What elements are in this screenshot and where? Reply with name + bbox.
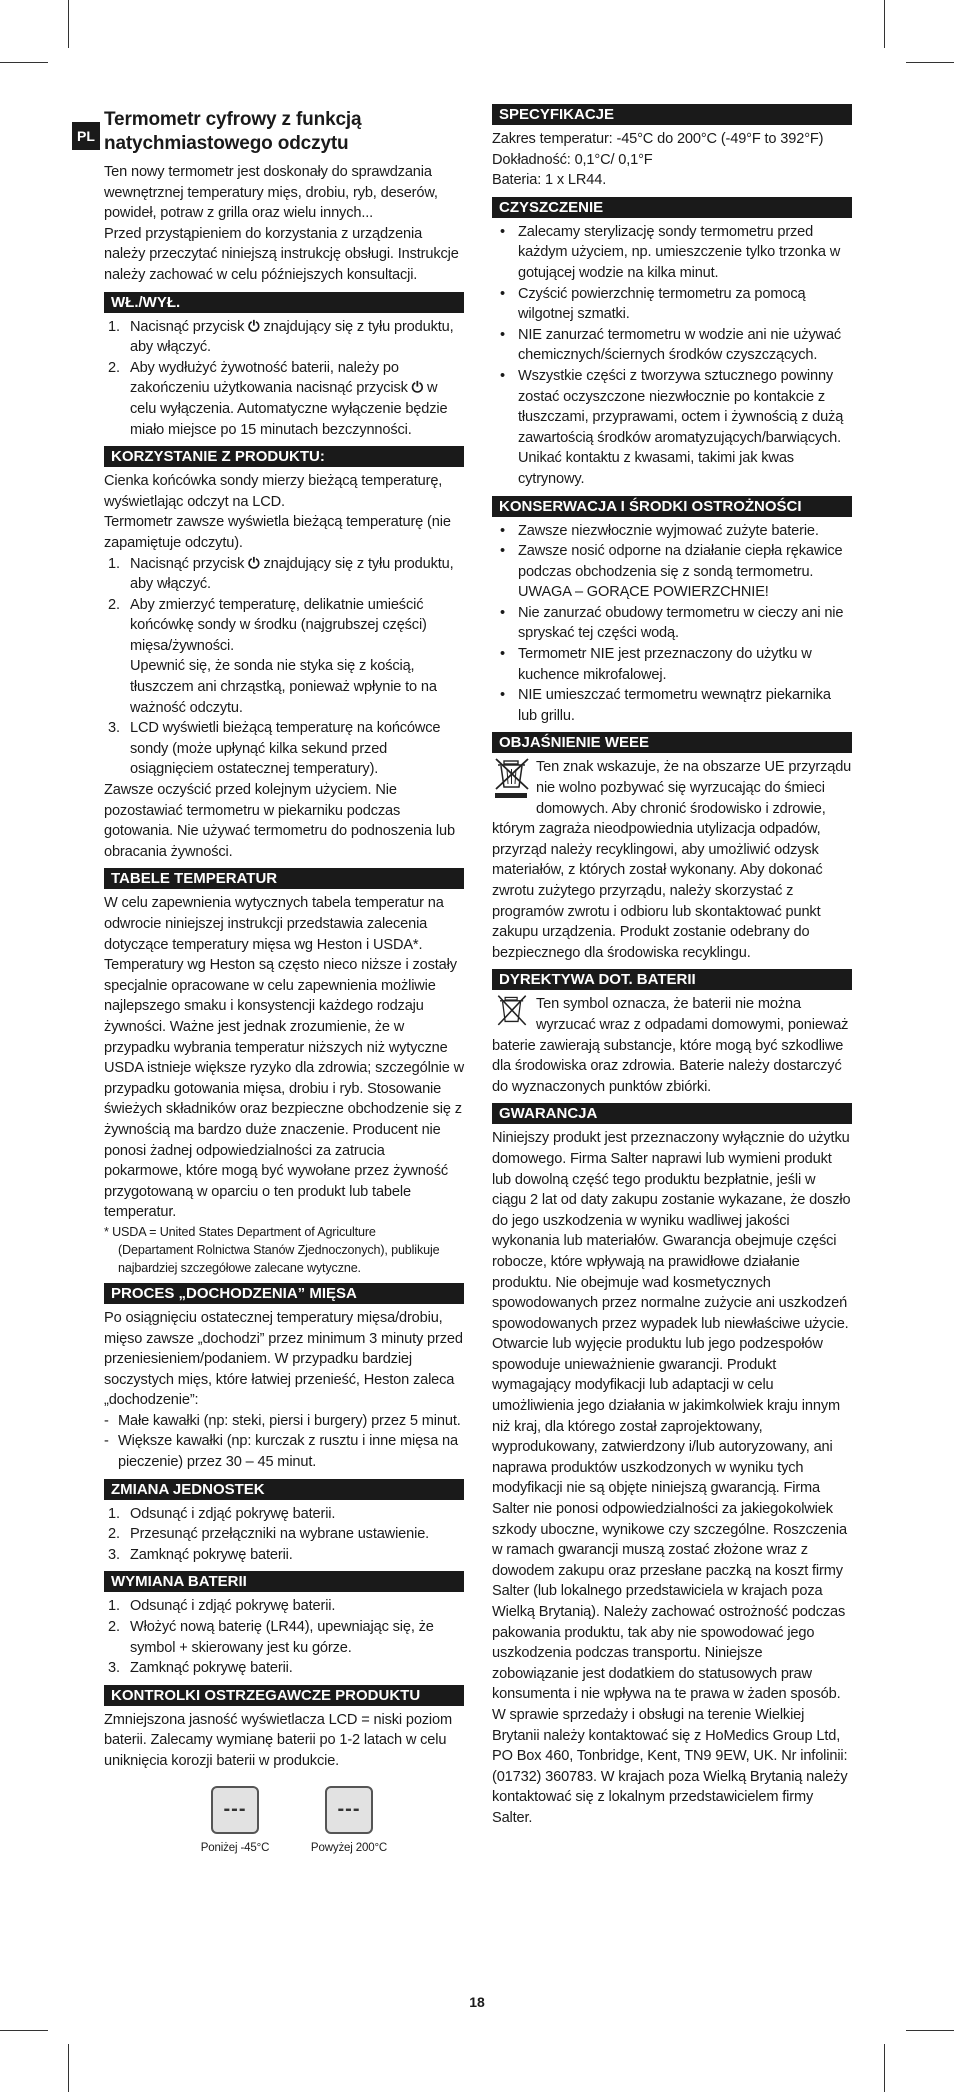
section-header-rest: PROCES „DOCHODZENIA” MIĘSA — [104, 1283, 464, 1304]
care-list — [492, 521, 852, 727]
lcd-display-icon: --- — [211, 1786, 259, 1834]
weee-block — [492, 757, 852, 963]
list-item: 2. Włożyć nową baterię (LR44), upewniając się, że symbol + skierowany jest ku górze. — [108, 1619, 434, 1656]
list-item: 2. Przesunąć przełączniki na wybrane ustawienie. — [108, 1526, 430, 1543]
list-item: 1. Nacisnąć przycisk ⏻ znajdujący się z tyłu produktu, aby włączyć. — [108, 555, 454, 593]
low-temp-indicator — [200, 1786, 270, 1856]
list-item: - Małe kawałki (np: steki, piersi i burgery) przez 5 minut. — [104, 1412, 461, 1429]
usage-paragraph: Termometr zawsze wyświetla bieżącą temperaturę (nie zapamiętuje odczytu). — [104, 514, 451, 551]
crop-mark — [0, 62, 48, 63]
list-item: 3. Zamknąć pokrywę baterii. — [108, 1660, 293, 1677]
tables-paragraph: W celu zapewnienia wytycznych tabela temperatur na odwrocie niniejszej instrukcji przedstawia zalecenia dotyczące temperatury mięsa wg Heston i USDA*. Temperatury wg Heston są często nieco niższe i zostały specjalnie opracowane w celu zapewnienia możliwie najlepszego smaku i konsystencji każdego rodzaju żywności. Ważne jest jednak zrozumienie, że w przypadku wybrania temperatur niższych niż wytyczne USDA istnieje większe ryzyko dla zdrowia; szczególnie w przypadku gotowania mięsa, drobiu i ryb. Stosowanie świeżych składników oraz bezpieczne obchodzenie się z żywnością ma bardzo duże znaczenie. Producent nie ponosi żadnej odpowiedzialności za zatrucia pokarmowe, które mogą być wywołane przez żywność przygotowaną w oparciu o ten produkt lub tabele temperatur. — [104, 895, 464, 1221]
list-item: • Zawsze nosić odporne na działanie ciepła rękawice podczas obchodzenia się z sondą termometru. UWAGA – GORĄCE POWIERZCHNIE! — [500, 543, 843, 601]
battery-directive-block — [492, 994, 852, 1097]
section-header-spec: SPECYFIKACJE — [492, 104, 852, 125]
intro-paragraph: Przed przystąpieniem do korzystania z urządzenia należy przeczytać niniejszą instrukcję obsługi. Instrukcje należy zachować w celu późniejszych konsultacji. — [104, 225, 459, 283]
list-item: 3. Zamknąć pokrywę baterii. — [108, 1546, 293, 1563]
power-icon: ⏻ — [411, 380, 424, 397]
rest-list — [104, 1411, 464, 1473]
power-icon: ⏻ — [248, 555, 260, 572]
crop-mark — [0, 2030, 48, 2031]
section-header-battery: WYMIANA BATERII — [104, 1571, 464, 1592]
battery-list — [104, 1596, 464, 1678]
section-header-units: ZMIANA JEDNOSTEK — [104, 1479, 464, 1500]
spec-line: Zakres temperatur: -45°C do 200°C (-49°F to 392°F) — [492, 131, 824, 147]
list-item: • Czyścić powierzchnię termometru za pomocą wilgotnej szmatki. — [500, 285, 806, 323]
section-header-battery-directive: DYREKTYWA DOT. BATERII — [492, 969, 852, 990]
crossed-out-bin-icon — [492, 994, 532, 1030]
section-header-warnings: KONTROLKI OSTRZEGAWCZE PRODUKTU — [104, 1685, 464, 1706]
usage-paragraph: Zawsze oczyścić przed kolejnym użyciem. Nie pozostawiać termometru w piekarniku podczas gotowania. Nie używać termometru do podnoszenia lub obracania żywności. — [104, 782, 455, 860]
rest-paragraph: Po osiągnięciu ostatecznej temperatury mięsa/drobiu, mięso zawsze „dochodzi” przez minimum 3 minuty przed przeniesieniem/podaniem. W przypadku bardziej soczystych mięs, które łatwiej przenieść, Heston zaleca „dochodzenie”: — [104, 1309, 463, 1409]
lcd-display-icon: --- — [325, 1786, 373, 1834]
section-header-weee: OBJAŚNIENIE WEEE — [492, 732, 852, 753]
crop-mark — [906, 62, 954, 63]
crop-mark — [68, 2044, 69, 2092]
spec-line: Bateria: 1 x LR44. — [492, 172, 607, 189]
units-list — [104, 1504, 464, 1566]
language-tab: PL — [72, 122, 100, 150]
lcd-caption: Powyżej 200°C — [310, 1841, 388, 1854]
list-item: • NIE zanurzać termometru w wodzie ani nie używać chemicznych/ściernych środków czyszczących. — [500, 326, 842, 364]
list-item: - Większe kawałki (np: kurczak z rusztu i inne mięsa na pieczenie) przez 30 – 45 minut. — [104, 1433, 458, 1471]
high-temp-indicator — [310, 1786, 388, 1856]
usda-note: * USDA = United States Department of Agriculture — [104, 1224, 376, 1239]
crop-mark — [884, 2044, 885, 2092]
spec-line: Dokładność: 0,1°C/ 0,1°F — [492, 151, 653, 168]
warnings-paragraph: Zmniejszona jasność wyświetlacza LCD = niski poziom baterii. Zalecamy wymianę baterii po 1-2 latach w celu uniknięcia korozji baterii w produkcie. — [104, 1711, 453, 1769]
list-item: 1. Odsunąć i zdjąć pokrywę baterii. — [108, 1505, 336, 1522]
weee-paragraph: Ten znak wskazuje, że na obszarze UE przyrządu nie wolno pozbywać się wyrzucając do śmieci domowych. Aby chronić środowisko i zdrowie, którym zagraża nieodpowiednia utylizacja odpadów, przyrząd należy recyklingowi, aby umożliwić odzysk materiałów, z których został wykonany. Aby dokonać zwrotu zużytego przyrządu, należy skorzystać z programów zwrotu i odbioru lub skontaktować punkt zakupu urządzenia. Produkt zostanie odebrany do bezpiecznego dla środowiska recyklingu. — [492, 759, 852, 961]
lcd-caption: Poniżej -45°C — [200, 1841, 270, 1854]
left-column — [104, 108, 464, 1856]
list-item: • Zalecamy sterylizację sondy termometru przed każdym użyciem, np. umieszczenie tylko trzonka w gotującej wodzie na kilka minut. — [500, 223, 841, 281]
right-column — [492, 104, 852, 1829]
warranty-paragraph: Niniejszy produkt jest przeznaczony wyłącznie do użytku domowego. Firma Salter naprawi lub wymieni produkt lub dowolną część tego produktu bezpłatnie, jeśli w ciągu 2 lat od daty zakupu zostanie wykazane, że doszło do jego uszkodzenia w wyniku wadliwej jakości wykonania lub materiałów. Gwarancja obejmuje części robocze, które wpływają na prawidłowe działanie produktu. Nie obejmuje wad kosmetycznych spowodowanych przez normalne zużycie ani uszkodzeń spowodowanych przez wypadek lub niewłaściwe użycie. Otwarcie lub wyjęcie produktu lub jego podzespołów spowoduje unieważnienie gwarancji. Produkt wymagający modyfikacji lub adaptacji w celu umożliwienia jego działania w jakimkolwiek kraju innym niż kraj, dla którego został zaprojektowany, wyprodukowany, zatwierdzony i/lub autoryzowany, ani naprawa produktów uszkodzonych w wyniku tych modyfikacji nie są objęte niniejszą gwarancją. Firma Salter nie ponosi odpowiedzialności za jakiegokolwiek szkody uboczne, wynikowe czy szczególne. Roszczenia w ramach gwarancji muszą zostać złożone wraz z dowodem zakupu oraz przesłane paczką na koszt firmy Salter (lub lokalnego przedstawiciela w krajach poza Wielką Brytanią). Należy zachować ostrożność podczas pakowania produktu, tak aby nie spowodować jego uszkodzenia podczas transportu. Niniejsze zobowiązanie jest dodatkiem do statusowych praw konsumenta i nie wpływa na te prawa w żaden sposób. W sprawie sprzedaży i obsługi na terenie Wielkiej Brytanii należy kontaktować się z HoMedics Group Ltd, PO Box 460, Tonbridge, Kent, TN9 9EW, UK. Nr infolinii: (01732) 360783. W krajach poza Wielką Brytanią należy kontaktować się z lokalnym przedstawicielem firmy Salter. — [492, 1130, 851, 1826]
section-header-usage: KORZYSTANIE Z PRODUKTU: — [104, 446, 464, 467]
list-item: • NIE umieszczać termometru wewnątrz piekarnika lub grillu. — [500, 687, 831, 724]
list-item: 2. Aby wydłużyć żywotność baterii, należy po zakończeniu użytkowania nacisnąć przycisk ⏻ w celu wyłączenia. Automatyczne wyłączenie będzie miało miejsce po 15 minutach bezczynności. — [108, 359, 448, 438]
crop-mark — [68, 0, 69, 48]
list-item: • Termometr NIE jest przeznaczony do użytku w kuchence mikrofalowej. — [500, 646, 812, 683]
list-item: 2. Aby zmierzyć temperaturę, delikatnie umieścić końcówkę sondy w środku (najgrubszej części) mięsa/żywności. Upewnić się, że sonda nie styka się z kością, tłuszczem ani chrząstką, ponieważ wpłynie to na ważność odczytu. — [108, 596, 437, 716]
page-number: 18 — [469, 1994, 485, 2010]
page-title: Termometr cyfrowy z funkcją natychmiastowego odczytu — [104, 109, 362, 154]
list-item: 1. Odsunąć i zdjąć pokrywę baterii. — [108, 1598, 336, 1615]
power-icon: ⏻ — [248, 318, 260, 335]
crop-mark — [884, 0, 885, 48]
section-header-care: KONSERWACJA I ŚRODKI OSTROŻNOŚCI — [492, 496, 852, 517]
usage-list — [104, 554, 464, 781]
crossed-out-bin-icon — [492, 757, 532, 799]
crop-mark — [906, 2030, 954, 2031]
section-header-cleaning: CZYSZCZENIE — [492, 197, 852, 218]
list-item: • Zawsze niezwłocznie wyjmować zużyte baterie. — [500, 522, 819, 539]
list-item: • Wszystkie części z tworzywa sztucznego powinny zostać oczyszczone niezwłocznie po kontakcie z tłuszczami, przyprawami, octem i żywnością z dużą zawartością środków aromatyzujących/barwiących. Unikać kontaktu z kwasami, takimi jak kwas cytrynowy. — [500, 367, 844, 487]
list-item: 1. Nacisnąć przycisk ⏻ znajdujący się z tyłu produktu, aby włączyć. — [108, 318, 454, 356]
onoff-list — [104, 317, 464, 441]
cleaning-list — [492, 222, 852, 490]
usage-paragraph: Cienka końcówka sondy mierzy bieżącą temperaturę, wyświetlając odczyt na LCD. — [104, 473, 443, 510]
section-header-warranty: GWARANCJA — [492, 1103, 852, 1124]
section-header-onoff: WŁ./WYŁ. — [104, 292, 464, 313]
list-item: • Nie zanurzać obudowy termometru w cieczy ani nie spryskać tej części wodą. — [500, 604, 844, 642]
battery-directive-paragraph: Ten symbol oznacza, że baterii nie można wyrzucać wraz z odpadami domowymi, ponieważ baterie zawierają substancje, które mogą być szkodliwe dla środowiska oraz zdrowia. Baterie należy dostarczyć do wyznaczonych punktów zbiórki. — [492, 996, 849, 1095]
usda-note: (Departament Rolnictwa Stanów Zjednoczonych), publikuje najbardziej szczegółowe zalecane wytyczne. — [118, 1242, 440, 1275]
list-item: 3. LCD wyświetli bieżącą temperaturę na końcówce sondy (może upłynąć kilka sekund przed osiągnięciem ostatecznej temperatury). — [108, 720, 441, 778]
lcd-indicators — [104, 1786, 464, 1856]
intro-paragraph: Ten nowy termometr jest doskonały do sprawdzania wewnętrznej temperatury mięs, drobiu, ryb, deserów, powideł, potraw z grilla oraz wielu innych... — [104, 164, 438, 222]
section-header-tables: TABELE TEMPERATUR — [104, 868, 464, 889]
